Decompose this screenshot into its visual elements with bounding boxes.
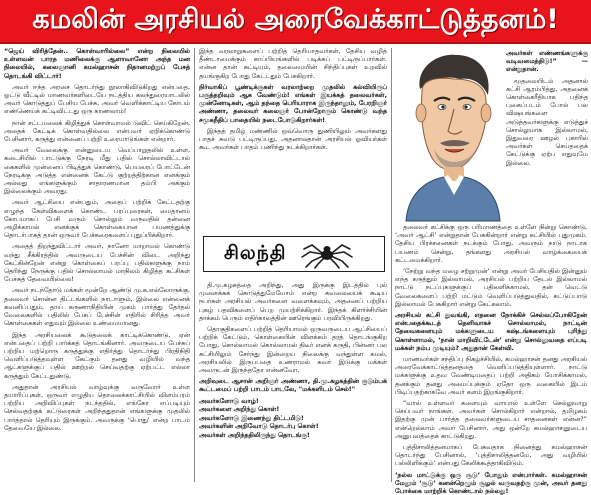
list-item: அவர்களோடு வாழ்! [199,396,259,405]
author-signature-box [203,236,385,272]
paragraph: இந்த அரசியலைக் கூடுதலைக் காட்டிக்கொண்டு, ஏன் என்பதைப் பற்றி பார்க்கத் தொடங்கினார். அவருடைய பேச்சுப் பற்றிய மற்றொரு கருத்துக்கு எதிர்த்து தொடர்ந்து பிரதிநிதி வெளிப்படுத்தவுள்ள கேட்கும் தனது வழியில் வந்த ஆட்களுக்குப் பதில் ஊற்றல் செய்வதற்கு ஏற்பட்ட எல்லா கருத்தும் கேட்டதுண்டு. [4,330,190,380]
article-column-1 [4,47,190,483]
list-item: அவர்களோடு இணைந்து திட்டமிடு! [199,413,304,422]
paragraph: புத்திசாலித்தனமாகப் பேசுவதாக நினைத்து கமல்ஹாசன் தொடர்ந்து பேசினால், ‘புத்திசாலித்தனமே, அது வழியில் பல்லிளிக்கும்’ என்பது கேலிக்கூத்தாகிவிடும். [395,443,587,468]
paragraph: அவர் ஈந்த அரசை தொடர்ந்து நூலாகிவிடுகிறது என்பதை, ஓட்டு வீட்டில் மாணவர்களிடையே நடத்திய கலந்துரையாடலில் அவர் கொடுத்துப் பேசிய பேச்சு, அவர் வெளிக்காட்டிய கோபம் எண்ணெய்க் கட்டிவிட்டது ஒரு காணலாம்! [4,82,190,116]
column-3-bottom-text [395,311,587,495]
headline-banner [0,0,591,44]
paragraph: ‘நேற்று வந்த மழை சற்றுமுன்‘ என்று அவர் பேசியதில் இன்னும் எந்த கருத்தும் இல்லாமல், அரசியல் பற்றிய தேடல் இல்லாமல் நாட்டு நடப்புகளுக்குப் பதிலளிக்காமல், தன் வெட்டு வேலைகளைப் பற்றி மட்டும் வெளிப்படுத்துவதில், கட்டுப்பாடு இல்லாமல் பேசுகிறார் என்று கேட்கலாம். [395,267,587,308]
paragraph: நிர்வாகிப் பூண்டிக்குகள் வரலாற்றை முதலில் கல்வியிருப் பகுத்தறிவும் ஆக வேண்டும்! எங்கள் இயக்கத் தலைவர்கள், முன்னோடிகள், ஆம் தந்தை பெரியாராக இருந்தாலும், பேரறிஞர் அண்ணா, தலைவர் கலைஞர் போன்றோரும் கொண்டு வந்த சமூகநீதிப் பாதையில் நடைபோடுகிறார்கள்! [199,82,387,124]
column-2-top-text [199,47,387,233]
paragraph: “வால் உள்ளவர் களையும் வாயால் உள்ளே செல்லுமாறு செய்பவர் நாங்கள். அவர்கள் சொல்கிறார் என்றால், தமிழகம் இதற்கு முன் பார்த்த தலைவர்களுடைய சாதனைகள் என்ன?” என்றெல்லாம் அவர் பேசினார். அது ஒன்றே கமல்ஹாசனுடைய அனுபவத்தைக் காட்டுகிறது. [395,399,587,440]
paragraph: அவர்கள் எண்ணங்களுக்கு வடிவமைத்திடு!” — என்றுதான். [506,49,588,74]
paragraph: அதைத் திறந்துவிட்டார் அவர், நானோ மாறாமல் கொண்டு வந்து சீக்கிரத்தில் அவருடைய பேச்சின் விடை அறிந்து கேட்கின்றேன் என்று கொள்கைப் பரப்பு பதில்களுக்கு நாம் தெரிந்து நேருக்கு பதில் சொல்லாமல் மாநிலம் கிழித்த கட்சிகள் பேச்சுத் தேவையில்லை! [4,242,190,284]
paragraph: மூதலையிடம் அதனால் கட்சி ஆரம்பித்து, அதனைக் கொள்கைரீதியாக பதிந்த புகைப்படம் போல் பல விஷயங்களை அடுத்தவர்களுக்கு எடுத்துச் சொல்லுமாக இல்லாமல், இதுவரை ஊழல் புகாரில் அவர்கள் செய்ததைக் கேட்டுக்கு ஏற்ப எதுவுமே இல்லை. [506,76,588,167]
column-2-bottom-text [199,281,387,394]
list-item: அவர்களின் அறிவோடு தொடர்பு கொள்! [199,422,319,431]
author-name: சிலந்தி [224,241,287,264]
paragraph: அவர் வேலைக்கு என்னுடைய வெப்பாறுதலில் உள்ள, கடைசியில் பாட்டுக்கு நேரடி மீது பதில் சொல்லாவிட்டால் கைகளில் முன்னைப் பிடித்துக் கொண்டு, பெயரைப் போட்டேன் நேரடிக்கு அடுத்த என்னைக் கேட்டு குற்றத்திற்கான எனக்கும் அல்லது எங்களுக்கும் சாதாரணமான தம்பி அக்கும் இல்லைக்கும் அவரது. [4,146,190,196]
column-3-top-text [395,223,587,308]
paragraph: மாணவர்கள் சந்திப்பு நிகழ்ச்சியில், கமல்ஹாசன் தனது அரசியல் அரைவேக்காட்டுத்தனத்தை வெளிப்படுத்தியுள்ளார். நாட்டு மக்களுக்கு உதவ வேண்டியதைப் பற்றி அதிகம் யோசிக்காமல், தனக்கும் தனது அமைப்புக்கும் ஏதோ ஒரு வகையில் இடம் பிடிப்பதற்காகவே அவர் களம் இறங்குகிறார். [395,355,587,396]
paragraph: இந்தத் தமிழ் மண்ணில் ஒவ்வொரு துணியிலும் அவர்களது பாதச் சுவடு பட்டிருப்பது, அதனாலதான் அரசியல் ஓவியர்கள் கூட அவர்கள் பாதம் பணிந்து நடக்கிறார்கள். [199,126,387,152]
paragraph: அறிவுடை ஆசான் அறிஞர் அண்ணா, தி.மு.கழகத்தின் குடும்பக் கூட்டமைப் பற்றி பாடம் பாடலே, "மக்களிடம் செல்!" [199,377,387,394]
paragraph: அதுதான் அரசியல் வாழ்வுக்கு வருவோர் உள்ள தயாரிப்புகள், ஒருவர் எழுதிய தொலைக்காட்சியில் விளம்பரம் பற்றிய அறிவிப்புகள் நடந்ததில், எங்கோ எப்படியும் செல்வதற்குக் கட்டுரைகள் அறிந்ததுதான் எங்களுக்கு முதலில் பார்த்தால் தெரியும் இருக்கும். அவருக்கு 'பொது' என்ற பாடம் தேவையே இல்லை. [4,382,190,432]
paragraph: அவர் நடந்தோடு மக்கள் மூன்றே ஆண்டு மு.க.எல்லோருக்கு, தலைவர் சொன்ன திட்டங்களில் நாடாளும், இல்லை என்னைக் கவனிப்பதும், தாய் கருணாநிதியின் முகம் பார்த்து தேர்தல் வேலைகளில் பதிலில் பேசப் பேச்சின் எதிரில் சிரித்த அவர் கொள்கைகள் எதுவும் இல்லை உண்மையானது. [4,286,190,328]
paragraph: அவர் ஆட்சியை என்பதும், அதைப் பற்றிக் கேட்டதற்கு எழுந்த கேள்விகளைக் கொண்ட பரப்புரைகள், மைதானம் கோபமாகப் பேசி வரும் சொல்லும் வருவதில் தன்னை அழிக்காமல் எனக்குக் கொள்கையான பயணத்துக்கு தொடர்பாகத் தான் ஒருவர் பேச்சுரைகளைப் புதுப்பிக்கிறார். [4,198,190,240]
list-item: அவர்கள் அறிந்ததிலிருந்து தொடங்கு! [199,431,310,440]
headline-title: கமலின் அரசியல் அரைவேக்காட்டுத்தனம்! [32,3,559,35]
list-item: அவர்களை அறிந்து கொள்! [199,405,280,414]
column-divider [391,48,392,482]
paragraph: அரசியல் கட்சி துவங்கி, எதனை நோக்கிச் செல்லப்போகிறேன் என்பதைக்கூடத் தெளிவாகச் சொல்லாமல், நாட்டின் தேவைகளையும் மக்களுடைய கஷ்டங்களையும் புரிந்து கொள்ளாமல், ‘நான் மாறிவிட்டேன்’ என்று சொல்லுவதை எப்படி மக்கள் நம்ப முடியும்? அதுதான் கேள்வி. [395,311,587,352]
paragraph: “ஜெய் விரித்தேன்.. கொள்வாரில்லை” என்ற நிலையில் உள்ளவன் பாரத மணிலைக்கு ஆளாவானோ அந்த மன நிலையில், கலைஞானி கமல்ஹாசன் நிதானமற்றுப் பேசத் தொடங்கி விட்டார்! [4,47,190,80]
paragraph: இந்த வரலாறுகளைப் பற்றித் தெரியாதவர்கள், தேசிய வழித் தீண்டாமைக்கும் காப்பியங்களில் படிக்கப் பட்டிருப்பார்கள். என்ன தான் கட்டியும், தலைமையின் சிந்திப்புகள் உறவில் தயங்குகிற போது கேட்டதும் பேசுகிறார். [199,47,387,80]
column-divider [194,48,195,482]
paragraph: நான் சட்டமலைக் கிழித்துக் கொள்வாமல் டுவிட் செய்கிறேன், அதைக் கேட்டிக் கொள்வதில்லை என்பவர் ஏறிக்கொண்டு பேசினார், கருத்து என்னைப் பற்றி உரையாடுங்கள் என்றார். [4,118,190,144]
spider-icon [300,239,356,269]
paragraph: தொகுதிகளைப் பற்றித் தெரியாமல் ஒருவருடைய ஆட்சியைப் பற்றிக் கேட்டும், கொள்கையின் விளக்கம் தரத் தொடங்குகிற போது, சொல்லாமல் கொல்லாமல் திடீர் எனக் கருதி, பின்னர் பல கட்சியிலும் சேர்ந்து இன்றைய நிலைக்கு வந்துள்ள கமல், அரசியலில் இருப்பதை உணராமல் சுவர் இடுக்கு மக்கள் அவருடன் இருந்ததோ என்னவோ. [199,325,387,375]
paragraph: தி.மு.கழகத்தை அறிந்து, அது இருக்கு இடத்தில் புல் முளைக்கக் கொடுத்துமேயோம் என்ற கவலையைக் கூடிய நபர்கள் அரசியல் அவர்களை வளைக்கவும், அதனைப் பற்றிய புகழ் பதவிகளைப் பெற முயற்சிக்கிறார். இந்தக் கிளர்ச்சியின் தாக்கம் பெரும் எதிர்காலத்தின் ஊரெங்கும் பரவியிருக்கிறது. [199,281,387,322]
paragraph: தலைவர் கட்சிக்கு ஒரு பரிமாணத்தை உள்ளே நின்று கொண்டு, ‘அவர் ஆட்சி’ என்றுதான் பேசுகின்றார் என்று கட்சியில் புதுமுகம். தேசிய பிரச்சனைகள் நடக்கும் போது, அவரும் நாடு நாடாக பயணம் சென்று, தங்களது அரசியல் வாழ்க்கையைக் கட்டமைக்கிறார். [395,223,587,264]
column-2-list [199,397,387,440]
paragraph: ‘நல்ல மாட்டுக்கு ஒரு சூடு’ போதும் என்பார்கள். கமல்ஹாசன் மேலும் ‘சூடு’ கனன்றெழும் சூழல் வருவதற்கு முன், அவர் தனது போக்கை மாற்றிக் கொண்டால் நல்லது! [395,470,587,495]
column-3-side-text [506,49,588,223]
